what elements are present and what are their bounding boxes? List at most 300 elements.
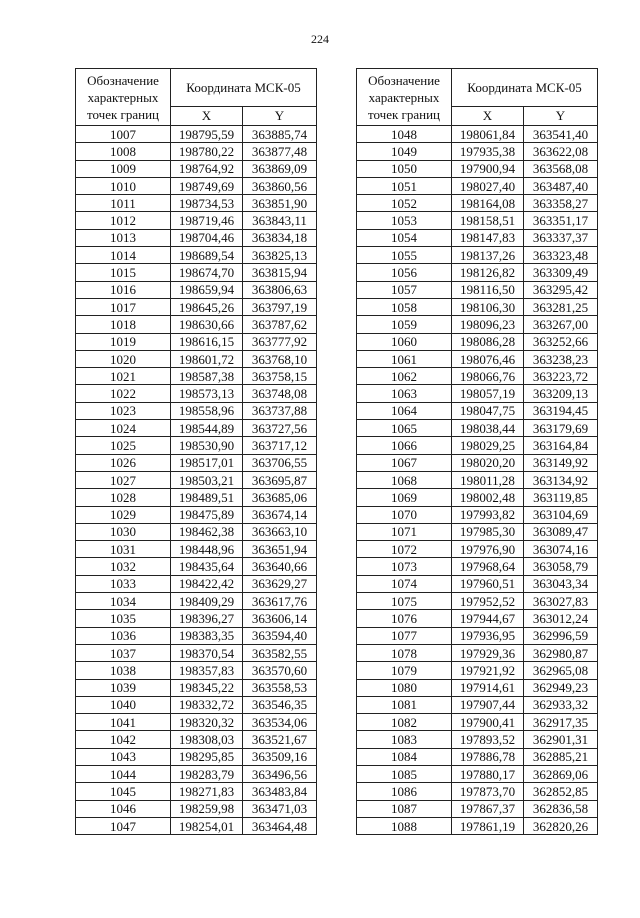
x-coordinate-cell: 198558,96	[171, 402, 243, 419]
point-number-cell: 1069	[357, 489, 452, 506]
y-coordinate-cell: 363238,23	[524, 350, 598, 367]
y-coordinate-cell: 363758,15	[243, 368, 317, 385]
y-coordinate-cell: 363358,27	[524, 195, 598, 212]
point-number-cell: 1065	[357, 420, 452, 437]
table-row	[76, 696, 317, 713]
table-row	[357, 247, 598, 264]
y-coordinate-cell: 363149,92	[524, 454, 598, 471]
table-row	[76, 731, 317, 748]
x-coordinate-cell: 197985,30	[452, 523, 524, 540]
y-coordinate-cell: 362965,08	[524, 662, 598, 679]
x-coordinate-cell: 197914,61	[452, 679, 524, 696]
point-number-cell: 1042	[76, 731, 171, 748]
table-row	[76, 783, 317, 800]
table-row	[76, 126, 317, 143]
x-coordinate-cell: 198719,46	[171, 212, 243, 229]
point-designation-header: Обозначение характерных точек границ	[357, 69, 452, 126]
x-coordinate-cell: 198435,64	[171, 558, 243, 575]
table-row	[76, 471, 317, 488]
table-row	[76, 679, 317, 696]
x-coordinate-cell: 197936,95	[452, 627, 524, 644]
x-coordinate-cell: 198029,25	[452, 437, 524, 454]
point-number-cell: 1063	[357, 385, 452, 402]
point-number-cell: 1007	[76, 126, 171, 143]
y-coordinate-cell: 363843,11	[243, 212, 317, 229]
x-coordinate-cell: 198544,89	[171, 420, 243, 437]
table-row	[357, 662, 598, 679]
y-coordinate-cell: 363777,92	[243, 333, 317, 350]
y-coordinate-cell: 363768,10	[243, 350, 317, 367]
point-number-cell: 1086	[357, 783, 452, 800]
point-number-cell: 1030	[76, 523, 171, 540]
x-coordinate-cell: 198630,66	[171, 316, 243, 333]
point-number-cell: 1046	[76, 800, 171, 817]
point-number-cell: 1044	[76, 765, 171, 782]
x-coordinate-cell: 198116,50	[452, 281, 524, 298]
y-coordinate-cell: 363089,47	[524, 523, 598, 540]
y-coordinate-cell: 363209,13	[524, 385, 598, 402]
y-coordinate-cell: 363252,66	[524, 333, 598, 350]
x-coordinate-cell: 198734,53	[171, 195, 243, 212]
point-number-cell: 1052	[357, 195, 452, 212]
table-row	[357, 523, 598, 540]
y-coordinate-cell: 363815,94	[243, 264, 317, 281]
table-row	[76, 177, 317, 194]
point-number-cell: 1074	[357, 575, 452, 592]
point-number-cell: 1051	[357, 177, 452, 194]
table-row	[357, 679, 598, 696]
x-coordinate-cell: 198704,46	[171, 229, 243, 246]
table-row	[76, 195, 317, 212]
table-row	[357, 800, 598, 817]
point-number-cell: 1029	[76, 506, 171, 523]
table-row	[357, 368, 598, 385]
x-coordinate-cell: 198517,01	[171, 454, 243, 471]
y-coordinate-cell: 363622,08	[524, 143, 598, 160]
table-row	[357, 593, 598, 610]
table-row	[76, 160, 317, 177]
table-row	[357, 541, 598, 558]
y-coordinate-cell: 363027,83	[524, 593, 598, 610]
x-coordinate-cell: 198308,03	[171, 731, 243, 748]
table-row	[357, 437, 598, 454]
point-number-cell: 1024	[76, 420, 171, 437]
point-number-cell: 1037	[76, 644, 171, 661]
table-row	[357, 714, 598, 731]
y-coordinate-cell: 363606,14	[243, 610, 317, 627]
table-row	[357, 298, 598, 315]
table-row	[357, 420, 598, 437]
y-coordinate-cell: 363860,56	[243, 177, 317, 194]
x-coordinate-cell: 197968,64	[452, 558, 524, 575]
point-number-cell: 1016	[76, 281, 171, 298]
x-coordinate-cell: 198332,72	[171, 696, 243, 713]
x-coordinate-cell: 198489,51	[171, 489, 243, 506]
point-number-cell: 1032	[76, 558, 171, 575]
y-coordinate-cell: 363594,40	[243, 627, 317, 644]
table-row	[76, 714, 317, 731]
y-coordinate-cell: 363541,40	[524, 126, 598, 143]
y-coordinate-cell: 363546,35	[243, 696, 317, 713]
table-row	[357, 454, 598, 471]
point-number-cell: 1079	[357, 662, 452, 679]
y-coordinate-cell: 363685,06	[243, 489, 317, 506]
table-row	[76, 281, 317, 298]
y-coordinate-cell: 362996,59	[524, 627, 598, 644]
point-number-cell: 1077	[357, 627, 452, 644]
table-row	[76, 662, 317, 679]
x-coordinate-cell: 197873,70	[452, 783, 524, 800]
table-row	[357, 696, 598, 713]
y-coordinate-cell: 363558,53	[243, 679, 317, 696]
point-number-cell: 1018	[76, 316, 171, 333]
y-coordinate-cell: 362980,87	[524, 644, 598, 661]
x-coordinate-cell: 198047,75	[452, 402, 524, 419]
table-row	[357, 731, 598, 748]
x-coordinate-cell: 198295,85	[171, 748, 243, 765]
y-coordinate-cell: 363179,69	[524, 420, 598, 437]
y-coordinate-cell: 363509,16	[243, 748, 317, 765]
point-number-cell: 1028	[76, 489, 171, 506]
x-column-header: X	[171, 106, 243, 125]
table-row	[357, 264, 598, 281]
x-coordinate-cell: 198147,83	[452, 229, 524, 246]
point-number-cell: 1036	[76, 627, 171, 644]
point-number-cell: 1076	[357, 610, 452, 627]
y-coordinate-cell: 363797,19	[243, 298, 317, 315]
x-coordinate-cell: 197900,41	[452, 714, 524, 731]
x-coordinate-cell: 198254,01	[171, 817, 243, 834]
y-coordinate-cell: 363464,48	[243, 817, 317, 834]
point-designation-header: Обозначение характерных точек границ	[76, 69, 171, 126]
y-coordinate-cell: 363617,76	[243, 593, 317, 610]
point-number-cell: 1075	[357, 593, 452, 610]
x-coordinate-cell: 198503,21	[171, 471, 243, 488]
point-number-cell: 1010	[76, 177, 171, 194]
x-coordinate-cell: 198448,96	[171, 541, 243, 558]
x-coordinate-cell: 197935,38	[452, 143, 524, 160]
y-coordinate-cell: 363496,56	[243, 765, 317, 782]
x-coordinate-cell: 198645,26	[171, 298, 243, 315]
point-number-cell: 1017	[76, 298, 171, 315]
point-number-cell: 1082	[357, 714, 452, 731]
x-coordinate-cell: 197921,92	[452, 662, 524, 679]
point-number-cell: 1035	[76, 610, 171, 627]
x-coordinate-cell: 198689,54	[171, 247, 243, 264]
y-coordinate-cell: 363629,27	[243, 575, 317, 592]
x-coordinate-cell: 197960,51	[452, 575, 524, 592]
x-coordinate-cell: 197861,19	[452, 817, 524, 834]
table-row	[357, 160, 598, 177]
y-coordinate-cell: 363663,10	[243, 523, 317, 540]
x-coordinate-cell: 198383,35	[171, 627, 243, 644]
point-number-cell: 1022	[76, 385, 171, 402]
table-body	[357, 126, 598, 835]
y-coordinate-cell: 363104,69	[524, 506, 598, 523]
x-coordinate-cell: 198357,83	[171, 662, 243, 679]
table-row	[357, 748, 598, 765]
point-number-cell: 1068	[357, 471, 452, 488]
x-coordinate-cell: 197993,82	[452, 506, 524, 523]
y-coordinate-cell: 363806,63	[243, 281, 317, 298]
y-coordinate-cell: 363737,88	[243, 402, 317, 419]
y-coordinate-cell: 362836,58	[524, 800, 598, 817]
point-number-cell: 1060	[357, 333, 452, 350]
table-row	[76, 610, 317, 627]
table-row	[76, 541, 317, 558]
y-coordinate-cell: 363058,79	[524, 558, 598, 575]
x-coordinate-cell: 198126,82	[452, 264, 524, 281]
point-number-cell: 1066	[357, 437, 452, 454]
coordinate-system-header: Координата МСК-05	[452, 69, 598, 107]
table-row	[76, 229, 317, 246]
y-coordinate-cell: 363323,48	[524, 247, 598, 264]
y-coordinate-cell: 362933,32	[524, 696, 598, 713]
y-coordinate-cell: 363267,00	[524, 316, 598, 333]
point-number-cell: 1083	[357, 731, 452, 748]
point-number-cell: 1053	[357, 212, 452, 229]
y-coordinate-cell: 362949,23	[524, 679, 598, 696]
x-coordinate-cell: 198320,32	[171, 714, 243, 731]
point-number-cell: 1057	[357, 281, 452, 298]
table-row	[357, 575, 598, 592]
point-number-cell: 1040	[76, 696, 171, 713]
x-coordinate-cell: 198086,28	[452, 333, 524, 350]
table-body	[76, 126, 317, 835]
y-coordinate-cell: 363727,56	[243, 420, 317, 437]
y-coordinate-cell: 363706,55	[243, 454, 317, 471]
point-number-cell: 1087	[357, 800, 452, 817]
y-coordinate-cell: 362852,85	[524, 783, 598, 800]
x-coordinate-cell: 198002,48	[452, 489, 524, 506]
y-coordinate-cell: 363521,67	[243, 731, 317, 748]
y-coordinate-cell: 363885,74	[243, 126, 317, 143]
table-row	[357, 316, 598, 333]
point-number-cell: 1013	[76, 229, 171, 246]
table-row	[76, 593, 317, 610]
point-number-cell: 1045	[76, 783, 171, 800]
coordinate-system-header: Координата МСК-05	[171, 69, 317, 107]
x-coordinate-cell: 198764,92	[171, 160, 243, 177]
x-coordinate-cell: 198061,84	[452, 126, 524, 143]
y-coordinate-cell: 363825,13	[243, 247, 317, 264]
point-number-cell: 1058	[357, 298, 452, 315]
point-number-cell: 1038	[76, 662, 171, 679]
table-row	[76, 368, 317, 385]
table-row	[357, 385, 598, 402]
x-coordinate-cell: 197900,94	[452, 160, 524, 177]
table-row	[76, 437, 317, 454]
point-number-cell: 1067	[357, 454, 452, 471]
y-coordinate-cell: 363134,92	[524, 471, 598, 488]
table-row	[357, 558, 598, 575]
y-coordinate-cell: 363674,14	[243, 506, 317, 523]
x-coordinate-cell: 198462,38	[171, 523, 243, 540]
table-row	[357, 143, 598, 160]
table-row	[76, 558, 317, 575]
y-coordinate-cell: 363869,09	[243, 160, 317, 177]
table-row	[76, 817, 317, 834]
y-coordinate-cell: 363295,42	[524, 281, 598, 298]
point-number-cell: 1039	[76, 679, 171, 696]
point-number-cell: 1064	[357, 402, 452, 419]
x-coordinate-cell: 198271,83	[171, 783, 243, 800]
table-row	[357, 644, 598, 661]
x-coordinate-cell: 198409,29	[171, 593, 243, 610]
point-number-cell: 1012	[76, 212, 171, 229]
coordinates-table-left	[75, 68, 317, 835]
table-row	[357, 229, 598, 246]
x-coordinate-cell: 198659,94	[171, 281, 243, 298]
table-row	[76, 212, 317, 229]
x-coordinate-cell: 198370,54	[171, 644, 243, 661]
x-coordinate-cell: 198076,46	[452, 350, 524, 367]
y-coordinate-cell: 363695,87	[243, 471, 317, 488]
x-column-header: X	[452, 106, 524, 125]
y-column-header: Y	[524, 106, 598, 125]
point-number-cell: 1062	[357, 368, 452, 385]
x-coordinate-cell: 197929,36	[452, 644, 524, 661]
table-row	[76, 523, 317, 540]
table-row	[76, 748, 317, 765]
y-coordinate-cell: 363582,55	[243, 644, 317, 661]
y-coordinate-cell: 363281,25	[524, 298, 598, 315]
x-coordinate-cell: 198020,20	[452, 454, 524, 471]
x-coordinate-cell: 198283,79	[171, 765, 243, 782]
table-row	[357, 610, 598, 627]
point-number-cell: 1011	[76, 195, 171, 212]
y-coordinate-cell: 363877,48	[243, 143, 317, 160]
table-row	[76, 316, 317, 333]
y-coordinate-cell: 363164,84	[524, 437, 598, 454]
table-row	[357, 489, 598, 506]
x-coordinate-cell: 198137,26	[452, 247, 524, 264]
table-row	[76, 264, 317, 281]
table-row	[76, 350, 317, 367]
x-coordinate-cell: 198164,08	[452, 195, 524, 212]
point-number-cell: 1009	[76, 160, 171, 177]
x-coordinate-cell: 198259,98	[171, 800, 243, 817]
y-coordinate-cell: 363717,12	[243, 437, 317, 454]
table-row	[76, 575, 317, 592]
point-number-cell: 1080	[357, 679, 452, 696]
x-coordinate-cell: 198422,42	[171, 575, 243, 592]
table-row	[76, 644, 317, 661]
x-coordinate-cell: 198573,13	[171, 385, 243, 402]
point-number-cell: 1059	[357, 316, 452, 333]
point-number-cell: 1085	[357, 765, 452, 782]
point-number-cell: 1014	[76, 247, 171, 264]
y-coordinate-cell: 363337,37	[524, 229, 598, 246]
x-coordinate-cell: 197976,90	[452, 541, 524, 558]
y-coordinate-cell: 362901,31	[524, 731, 598, 748]
y-coordinate-cell: 363640,66	[243, 558, 317, 575]
table-row	[76, 506, 317, 523]
y-coordinate-cell: 363851,90	[243, 195, 317, 212]
x-coordinate-cell: 198158,51	[452, 212, 524, 229]
point-number-cell: 1049	[357, 143, 452, 160]
y-coordinate-cell: 362820,26	[524, 817, 598, 834]
point-number-cell: 1027	[76, 471, 171, 488]
point-number-cell: 1043	[76, 748, 171, 765]
y-coordinate-cell: 363487,40	[524, 177, 598, 194]
y-coordinate-cell: 362885,21	[524, 748, 598, 765]
y-coordinate-cell: 363534,06	[243, 714, 317, 731]
point-number-cell: 1084	[357, 748, 452, 765]
x-coordinate-cell: 198066,76	[452, 368, 524, 385]
x-coordinate-cell: 197952,52	[452, 593, 524, 610]
point-number-cell: 1050	[357, 160, 452, 177]
x-coordinate-cell: 198749,69	[171, 177, 243, 194]
point-number-cell: 1071	[357, 523, 452, 540]
y-coordinate-cell: 363119,85	[524, 489, 598, 506]
y-coordinate-cell: 363787,62	[243, 316, 317, 333]
y-coordinate-cell: 363351,17	[524, 212, 598, 229]
x-coordinate-cell: 198530,90	[171, 437, 243, 454]
x-coordinate-cell: 197867,37	[452, 800, 524, 817]
point-number-cell: 1021	[76, 368, 171, 385]
table-row	[357, 817, 598, 834]
x-coordinate-cell: 198616,15	[171, 333, 243, 350]
x-coordinate-cell: 197886,78	[452, 748, 524, 765]
x-coordinate-cell: 198601,72	[171, 350, 243, 367]
x-coordinate-cell: 197907,44	[452, 696, 524, 713]
y-coordinate-cell: 363012,24	[524, 610, 598, 627]
y-coordinate-cell: 363748,08	[243, 385, 317, 402]
point-number-cell: 1081	[357, 696, 452, 713]
table-row	[357, 126, 598, 143]
point-number-cell: 1041	[76, 714, 171, 731]
point-number-cell: 1072	[357, 541, 452, 558]
x-coordinate-cell: 198345,22	[171, 679, 243, 696]
x-coordinate-cell: 198674,70	[171, 264, 243, 281]
x-coordinate-cell: 198587,38	[171, 368, 243, 385]
x-coordinate-cell: 197944,67	[452, 610, 524, 627]
point-number-cell: 1015	[76, 264, 171, 281]
y-coordinate-cell: 362917,35	[524, 714, 598, 731]
point-number-cell: 1023	[76, 402, 171, 419]
point-number-cell: 1088	[357, 817, 452, 834]
point-number-cell: 1026	[76, 454, 171, 471]
table-row	[357, 783, 598, 800]
point-number-cell: 1034	[76, 593, 171, 610]
y-coordinate-cell: 362869,06	[524, 765, 598, 782]
x-coordinate-cell: 198106,30	[452, 298, 524, 315]
y-coordinate-cell: 363651,94	[243, 541, 317, 558]
y-coordinate-cell: 363834,18	[243, 229, 317, 246]
point-number-cell: 1025	[76, 437, 171, 454]
y-coordinate-cell: 363309,49	[524, 264, 598, 281]
table-row	[357, 195, 598, 212]
table-row	[76, 454, 317, 471]
table-row	[76, 402, 317, 419]
y-column-header: Y	[243, 106, 317, 125]
x-coordinate-cell: 198027,40	[452, 177, 524, 194]
page-number: 224	[311, 32, 329, 46]
x-coordinate-cell: 198038,44	[452, 420, 524, 437]
y-coordinate-cell: 363074,16	[524, 541, 598, 558]
y-coordinate-cell: 363483,84	[243, 783, 317, 800]
table-row	[357, 471, 598, 488]
point-number-cell: 1031	[76, 541, 171, 558]
point-number-cell: 1073	[357, 558, 452, 575]
x-coordinate-cell: 198780,22	[171, 143, 243, 160]
table-row	[76, 385, 317, 402]
table-row	[76, 627, 317, 644]
x-coordinate-cell: 197880,17	[452, 765, 524, 782]
y-coordinate-cell: 363194,45	[524, 402, 598, 419]
table-row	[357, 177, 598, 194]
